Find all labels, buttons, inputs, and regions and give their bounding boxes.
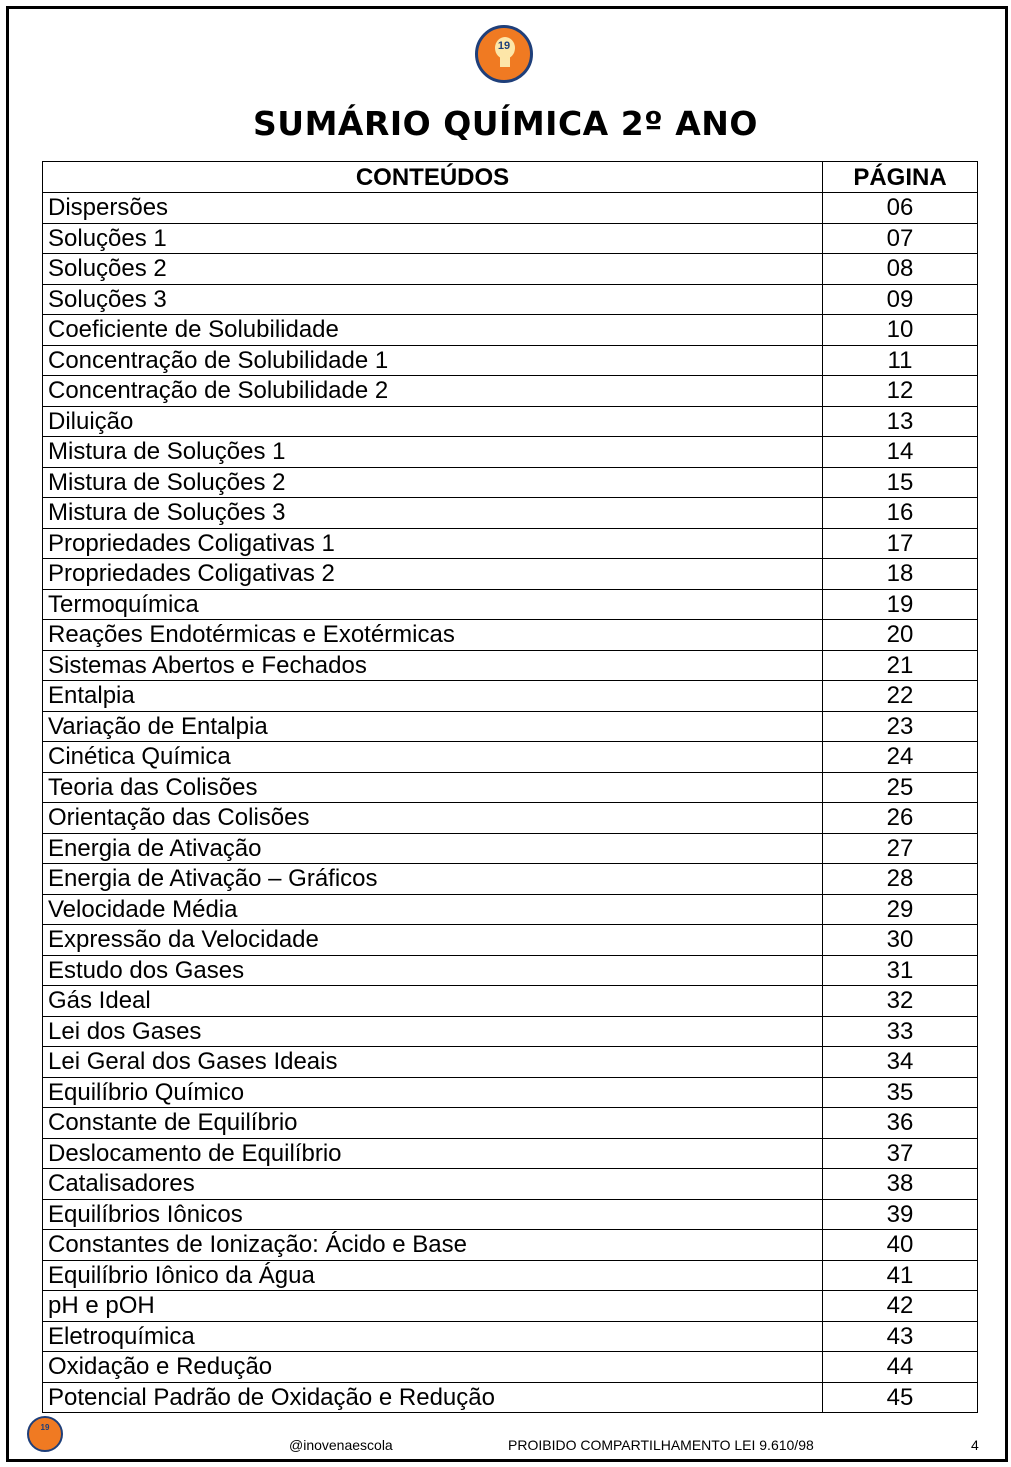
page-cell: 11	[823, 345, 978, 376]
table-row	[43, 1199, 978, 1230]
header-page: PÁGINA	[823, 162, 978, 193]
page-cell: 18	[823, 559, 978, 590]
topic-cell: Coeficiente de Solubilidade	[43, 315, 823, 346]
topic-cell: Orientação das Colisões	[43, 803, 823, 834]
topic-cell: Sistemas Abertos e Fechados	[43, 650, 823, 681]
page-cell: 32	[823, 986, 978, 1017]
table-row	[43, 1016, 978, 1047]
table-row	[43, 345, 978, 376]
topic-cell: Dispersões	[43, 193, 823, 224]
page-cell: 45	[823, 1382, 978, 1413]
topic-cell: Concentração de Solubilidade 2	[43, 376, 823, 407]
topic-cell: Energia de Ativação	[43, 833, 823, 864]
page-cell: 35	[823, 1077, 978, 1108]
page-cell: 26	[823, 803, 978, 834]
page-cell: 19	[823, 589, 978, 620]
topic-cell: Cinética Química	[43, 742, 823, 773]
page-cell: 37	[823, 1138, 978, 1169]
footer-notice: PROIBIDO COMPARTILHAMENTO LEI 9.610/98	[508, 1437, 814, 1453]
table-row	[43, 437, 978, 468]
footer-handle: @inovenaescola	[289, 1437, 393, 1453]
table-row	[43, 559, 978, 590]
topic-cell: Deslocamento de Equilíbrio	[43, 1138, 823, 1169]
table-row	[43, 986, 978, 1017]
page-cell: 33	[823, 1016, 978, 1047]
contents-table	[42, 161, 978, 1413]
page-cell: 43	[823, 1321, 978, 1352]
table-row	[43, 1260, 978, 1291]
header-contents: CONTEÚDOS	[43, 162, 823, 193]
table-row	[43, 681, 978, 712]
topic-cell: Soluções 2	[43, 254, 823, 285]
topic-cell: Constantes de Ionização: Ácido e Base	[43, 1230, 823, 1261]
page-cell: 15	[823, 467, 978, 498]
topic-cell: Oxidação e Redução	[43, 1352, 823, 1383]
table-row	[43, 833, 978, 864]
topic-cell: Velocidade Média	[43, 894, 823, 925]
table-row	[43, 772, 978, 803]
table-row	[43, 406, 978, 437]
page-cell: 22	[823, 681, 978, 712]
topic-cell: Lei Geral dos Gases Ideais	[43, 1047, 823, 1078]
page-cell: 09	[823, 284, 978, 315]
page-title: SUMÁRIO QUÍMICA 2º ANO	[253, 104, 758, 143]
page-cell: 08	[823, 254, 978, 285]
topic-cell: Gás Ideal	[43, 986, 823, 1017]
page-cell: 07	[823, 223, 978, 254]
page-cell: 21	[823, 650, 978, 681]
topic-cell: pH e pOH	[43, 1291, 823, 1322]
table-row	[43, 589, 978, 620]
page-cell: 17	[823, 528, 978, 559]
table-row	[43, 742, 978, 773]
topic-cell: Diluição	[43, 406, 823, 437]
table-row	[43, 284, 978, 315]
page-cell: 36	[823, 1108, 978, 1139]
page-cell: 13	[823, 406, 978, 437]
table-row	[43, 864, 978, 895]
table-row	[43, 711, 978, 742]
table-row	[43, 803, 978, 834]
topic-cell: Energia de Ativação – Gráficos	[43, 864, 823, 895]
topic-cell: Eletroquímica	[43, 1321, 823, 1352]
table-row	[43, 498, 978, 529]
topic-cell: Equilíbrio Químico	[43, 1077, 823, 1108]
table-row	[43, 193, 978, 224]
page-cell: 12	[823, 376, 978, 407]
topic-cell: Constante de Equilíbrio	[43, 1108, 823, 1139]
topic-cell: Concentração de Solubilidade 1	[43, 345, 823, 376]
page-cell: 27	[823, 833, 978, 864]
page-cell: 39	[823, 1199, 978, 1230]
page-cell: 20	[823, 620, 978, 651]
page-cell: 44	[823, 1352, 978, 1383]
page-cell: 34	[823, 1047, 978, 1078]
page-cell: 06	[823, 193, 978, 224]
logo-number: 19	[497, 40, 511, 52]
page-cell: 10	[823, 315, 978, 346]
topic-cell: Mistura de Soluções 3	[43, 498, 823, 529]
table-row	[43, 528, 978, 559]
page-cell: 41	[823, 1260, 978, 1291]
page-cell: 25	[823, 772, 978, 803]
table-row	[43, 315, 978, 346]
topic-cell: Termoquímica	[43, 589, 823, 620]
topic-cell: Potencial Padrão de Oxidação e Redução	[43, 1382, 823, 1413]
footer-logo-number: 19	[40, 1423, 50, 1432]
topic-cell: Soluções 3	[43, 284, 823, 315]
table-row	[43, 1291, 978, 1322]
page-cell: 16	[823, 498, 978, 529]
topic-cell: Catalisadores	[43, 1169, 823, 1200]
table-row	[43, 1321, 978, 1352]
table-row	[43, 1352, 978, 1383]
table-row	[43, 925, 978, 956]
page-cell: 38	[823, 1169, 978, 1200]
page-cell: 14	[823, 437, 978, 468]
topic-cell: Variação de Entalpia	[43, 711, 823, 742]
table-header-row	[43, 162, 978, 193]
page-cell: 29	[823, 894, 978, 925]
table-row	[43, 1382, 978, 1413]
footer-logo	[27, 1416, 63, 1452]
topic-cell: Soluções 1	[43, 223, 823, 254]
topic-cell: Lei dos Gases	[43, 1016, 823, 1047]
page-number: 4	[971, 1437, 979, 1453]
table-row	[43, 1169, 978, 1200]
school-logo	[475, 25, 533, 83]
lightbulb-base	[500, 57, 510, 67]
table-row	[43, 955, 978, 986]
topic-cell: Propriedades Coligativas 2	[43, 559, 823, 590]
topic-cell: Estudo dos Gases	[43, 955, 823, 986]
table-row	[43, 1108, 978, 1139]
page-cell: 28	[823, 864, 978, 895]
table-row	[43, 650, 978, 681]
table-row	[43, 620, 978, 651]
page-cell: 30	[823, 925, 978, 956]
table-row	[43, 1138, 978, 1169]
page-cell: 23	[823, 711, 978, 742]
page-cell: 31	[823, 955, 978, 986]
table-row	[43, 1230, 978, 1261]
table-row	[43, 467, 978, 498]
page-cell: 24	[823, 742, 978, 773]
topic-cell: Expressão da Velocidade	[43, 925, 823, 956]
page-cell: 42	[823, 1291, 978, 1322]
page-cell: 40	[823, 1230, 978, 1261]
table-row	[43, 894, 978, 925]
topic-cell: Mistura de Soluções 1	[43, 437, 823, 468]
topic-cell: Reações Endotérmicas e Exotérmicas	[43, 620, 823, 651]
topic-cell: Propriedades Coligativas 1	[43, 528, 823, 559]
topic-cell: Mistura de Soluções 2	[43, 467, 823, 498]
table-row	[43, 254, 978, 285]
topic-cell: Equilíbrio Iônico da Água	[43, 1260, 823, 1291]
table-row	[43, 1077, 978, 1108]
topic-cell: Entalpia	[43, 681, 823, 712]
table-row	[43, 1047, 978, 1078]
topic-cell: Teoria das Colisões	[43, 772, 823, 803]
table-row	[43, 376, 978, 407]
topic-cell: Equilíbrios Iônicos	[43, 1199, 823, 1230]
table-row	[43, 223, 978, 254]
